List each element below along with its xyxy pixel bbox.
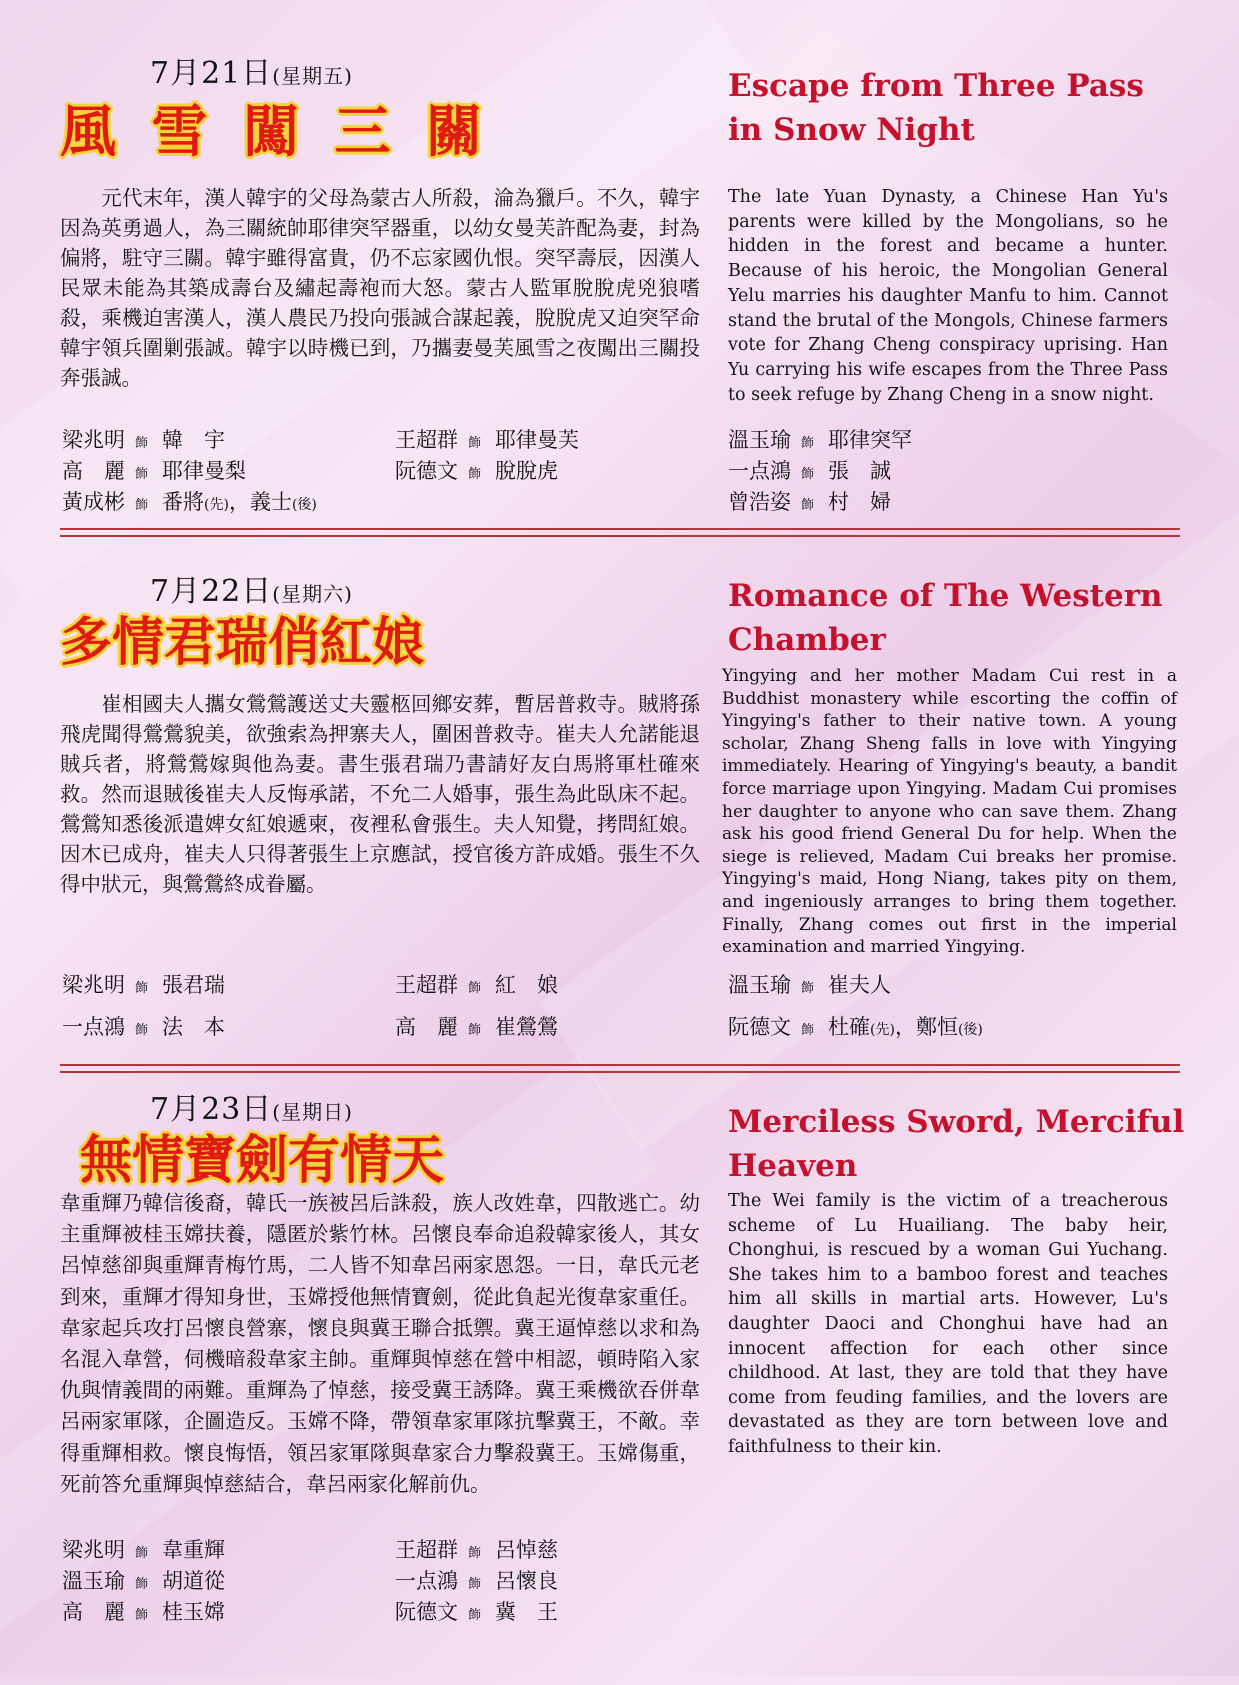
cast-row: 溫玉瑜 飾 耶律突罕 <box>728 428 913 452</box>
cast-row: 一点鴻 飾 張 誠 <box>728 459 892 483</box>
weekday-text: (星期五) <box>272 64 353 88</box>
synopsis-chinese: 韋重輝乃韓信後裔，韓氏一族被呂后誅殺，族人改姓韋，四散逃亡。幼主重輝被桂玉嫦扶養，隱匿於紫竹林。呂懷良奉命追殺韓家後人，其女呂悼慈卻與重輝青梅竹馬，二人皆不知韋呂兩家恩怨。一日，韋氏元老到來，重輝才得知身世，玉嫦授他無情寶劍，從此負起光復韋家重任。韋家起兵攻打呂懷良營寨，懷良與冀王聯合抵禦。冀王逼悼慈以求和為名混入韋營，伺機暗殺韋家主帥。重輝與悼慈在營中相認，頓時陷入家仇與情義間的兩難。重輝為了悼慈，接受冀王誘降。冀王乘機欲吞併韋呂兩家軍隊，企圖造反。玉嫦不降，帶領韋家軍隊抗擊冀王，不敵。幸得重輝相救。懷良悔悟，領呂家軍隊與韋家合力擊殺冀王。玉嫦傷重，死前答允重輝與悼慈結合，韋呂兩家化解前仇。 <box>60 1191 700 1496</box>
cast-row: 黃成彬 飾 番將(先)，義士(後) <box>62 490 317 514</box>
synopsis-chinese: 崔相國夫人攜女鶯鶯護送丈夫靈柩回鄉安葬，暫居普救寺。賊將孫飛虎聞得鶯鶯貌美，欲強索為押寨夫人，圍困普救寺。崔夫人允諾能退賊兵者，將鶯鶯嫁與他為妻。書生張君瑞乃書請好友白馬將軍杜確來救。然而退賊後崔夫人反悔承諾，不允二人婚事，張生為此臥床不起。鶯鶯知悉後派遣婢女紅娘遞柬，夜裡私會張生。夫人知覺，拷問紅娘。因木已成舟，崔夫人只得著張生上京應試，授官後方許成婚。張生不久得中狀元，與鶯鶯終成眷屬。 <box>60 692 700 896</box>
show-date <box>150 48 353 92</box>
cast-row: 曾浩姿 飾 村 婦 <box>728 490 892 514</box>
date-text: 7月22日 <box>150 574 273 609</box>
synopsis-chinese: 元代末年，漢人韓宇的父母為蒙古人所殺，淪為獵戶。不久，韓宇因為英勇過人，為三關統帥耶律突罕器重，以幼女曼芙許配為妻，封為偏將，駐守三關。韓宇雖得富貴，仍不忘家國仇恨。突罕壽辰，因漢人民眾未能為其築成壽台及繡起壽袍而大怒。蒙古人監軍脫脫虎兇狼嗜殺，乘機迫害漢人，漢人農民乃投向張誠合謀起義，脫脫虎又迫突罕命韓宇領兵圍剿張誠。韓宇以時機已到，乃攜妻曼芙風雪之夜闖出三關投奔張誠。 <box>60 186 700 390</box>
cast-row: 梁兆明 飾 韋重輝 <box>62 1538 226 1562</box>
section-divider <box>60 1064 1180 1073</box>
cast-row: 溫玉瑜 飾 胡道從 <box>62 1569 226 1593</box>
cast-row: 高 麗 飾 桂玉嫦 <box>62 1600 226 1624</box>
synopsis-english: The Wei family is the victim of a treacherous scheme of Lu Huailiang. The baby heir, Chonghui, is rescued by a woman Gui Yuchang. She takes him to a bamboo forest and teaches him all skills in martial arts. However, Lu's daughter Daoci and Chonghui have had an innocent affection for each other since childhood. At last, they are told that they have come from feuding families, and the lovers are devastated as they are torn between love and faithfulness to their kin. <box>728 1191 1168 1457</box>
section-divider <box>60 528 1180 537</box>
cast-row: 阮德文 飾 脫脫虎 <box>395 459 559 483</box>
opera-title-english: Romance of The Western Chamber <box>728 578 1163 658</box>
cast-row: 梁兆明 飾 韓 宇 <box>62 428 226 452</box>
cast-row: 高 麗 飾 耶律曼梨 <box>62 459 247 483</box>
synopsis-english: The late Yuan Dynasty, a Chinese Han Yu's parents were killed by the Mongolians, so he hidden in the forest and became a hunter. Because of his heroic, the Mongolian General Yelu marries his daughter Manfu to him. Cannot stand the brutal of the Mongols, Chinese farmers vote for Zhang Cheng conspiracy uprising. Han Yu carrying his wife escapes from the Three Pass to seek refuge by Zhang Cheng in a snow night. <box>728 187 1168 405</box>
weekday-text: (星期日) <box>272 1100 353 1124</box>
opera-title-chinese: 多情君瑞俏紅娘 <box>60 612 425 673</box>
date-text: 7月21日 <box>150 56 273 91</box>
cast-row: 王超群 飾 耶律曼芙 <box>395 428 580 452</box>
date-text: 7月23日 <box>150 1092 273 1127</box>
cast-row: 阮德文 飾 杜確(先)，鄭恒(後) <box>728 1015 983 1039</box>
cast-row: 高 麗 飾 崔鶯鶯 <box>395 1015 559 1039</box>
opera-title-english: Escape from Three Pass in Snow Night <box>728 68 1144 148</box>
cast-row: 一点鴻 飾 呂懷良 <box>395 1569 559 1593</box>
cast-row: 阮德文 飾 冀 王 <box>395 1600 559 1624</box>
cast-row: 王超群 飾 呂悼慈 <box>395 1538 559 1562</box>
cast-row: 一点鴻 飾 法 本 <box>62 1015 226 1039</box>
weekday-text: (星期六) <box>272 582 353 606</box>
cast-row: 王超群 飾 紅 娘 <box>395 973 559 997</box>
opera-title-chinese: 無情寶劍有情天 <box>80 1130 445 1191</box>
opera-title-english: Merciless Sword, Merciful Heaven <box>728 1104 1185 1184</box>
synopsis-english: Yingying and her mother Madam Cui rest in a Buddhist monastery while escorting the coffin of Yingying's father to their native town. A young scholar, Zhang Sheng falls in love with Yingying immediately. Hearing of Yingying's beauty, a bandit force marriage upon Yingying. Madam Cui promises her daughter to anyone who can save them. Zhang ask his good friend General Du for help. When the siege is relieved, Madam Cui breaks her promise. Yingying's maid, Hong Niang, takes pity on them, and ingeniously arranges to bring them together. Finally, Zhang comes out first in the imperial examination and married Yingying. <box>722 666 1177 958</box>
cast-row: 溫玉瑜 飾 崔夫人 <box>728 973 892 997</box>
opera-title-chinese: 風 雪 闖 三 關 <box>60 99 490 165</box>
cast-row: 梁兆明 飾 張君瑞 <box>62 973 226 997</box>
